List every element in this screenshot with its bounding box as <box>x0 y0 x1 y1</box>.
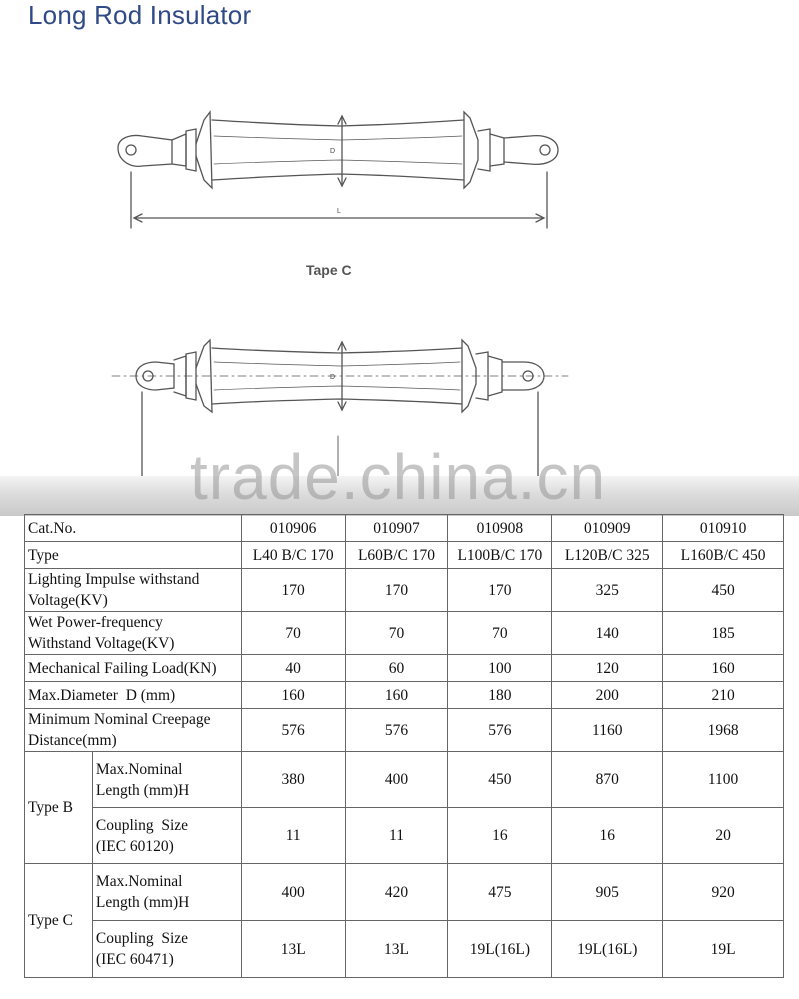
cell-type-b-coupling: 11 <box>345 808 448 864</box>
label-creepage-distance <box>25 709 242 752</box>
cell-lighting-impulse: 170 <box>241 569 345 612</box>
cell-max-diameter: 210 <box>663 682 784 709</box>
cell-type-c-coupling: 19L(16L) <box>552 921 663 978</box>
label-line: Length (mm)H <box>95 781 190 799</box>
cell-mechanical-failing-load: 160 <box>663 655 784 682</box>
label-line: Max.Nominal <box>95 873 183 890</box>
label-line: Coupling Size <box>95 816 189 834</box>
cell-lighting-impulse: 325 <box>552 569 663 612</box>
cell-type-b-length: 450 <box>448 752 552 808</box>
label-line: Distance(mm) <box>28 732 117 749</box>
label-cat-no: Cat.No. <box>25 515 242 542</box>
row-type-b-coupling <box>25 808 784 864</box>
cell-type-c-length: 920 <box>663 864 784 921</box>
cell-cat-no: 010906 <box>241 515 345 542</box>
cell-type-b-length: 1100 <box>663 752 784 808</box>
cell-mechanical-failing-load: 60 <box>345 655 448 682</box>
row-wet-power-frequency <box>25 612 784 655</box>
cell-type-b-length: 380 <box>241 752 345 808</box>
cell-type-c-coupling: 19L(16L) <box>448 921 552 978</box>
label-line: Length (mm)H <box>95 894 190 911</box>
cell-mechanical-failing-load: 120 <box>552 655 663 682</box>
cell-type-c-length: 475 <box>448 864 552 921</box>
cell-creepage-distance: 1968 <box>663 709 784 752</box>
cell-max-diameter: 160 <box>345 682 448 709</box>
cell-lighting-impulse: 170 <box>448 569 552 612</box>
label-nominal-length <box>92 864 241 921</box>
label-coupling-size <box>92 921 241 978</box>
row-max-diameter <box>25 682 784 709</box>
cell-type-b-length: 400 <box>345 752 448 808</box>
cell-cat-no: 010907 <box>345 515 448 542</box>
label-line: Lighting Impulse withstand <box>28 571 200 588</box>
cell-type: L40 B/C 170 <box>241 542 345 569</box>
cell-type-b-coupling: 11 <box>241 808 345 864</box>
cell-type-c-coupling: 13L <box>345 921 448 978</box>
cell-wet-power-frequency: 140 <box>552 612 663 655</box>
page-title: Long Rod Insulator <box>28 0 252 30</box>
label-coupling-size <box>92 808 241 864</box>
row-lighting-impulse <box>25 569 784 612</box>
cell-type: L120B/C 325 <box>552 542 663 569</box>
cell-wet-power-frequency: 70 <box>241 612 345 655</box>
dim-label-d-top: D <box>330 148 336 155</box>
row-type-c-coupling <box>25 921 784 978</box>
row-type-b-length <box>25 752 784 808</box>
group-label-type-b: Type B <box>25 752 93 864</box>
cell-creepage-distance: 576 <box>345 709 448 752</box>
row-type-c-length <box>25 864 784 921</box>
label-line: (IEC 60471) <box>95 951 174 968</box>
cell-cat-no: 010909 <box>552 515 663 542</box>
cell-type-c-coupling: 13L <box>241 921 345 978</box>
cell-type-b-length: 870 <box>552 752 663 808</box>
row-type <box>25 542 784 569</box>
dim-label-l: L <box>337 208 341 215</box>
label-line: Wet Power-frequency <box>28 614 163 631</box>
dim-label-d-bottom: D <box>330 374 336 381</box>
label-line: Withstand Voltage(KV) <box>28 635 175 652</box>
cell-cat-no: 010910 <box>663 515 784 542</box>
label-line: (IEC 60120) <box>95 837 174 855</box>
cell-type-b-coupling: 20 <box>663 808 784 864</box>
cell-type-c-length: 905 <box>552 864 663 921</box>
cell-max-diameter: 180 <box>448 682 552 709</box>
row-creepage-distance <box>25 709 784 752</box>
cell-cat-no: 010908 <box>448 515 552 542</box>
drawing-label: Tape C <box>306 262 352 278</box>
label-wet-power-frequency <box>25 612 242 655</box>
row-cat-no <box>25 515 784 542</box>
cell-type: L60B/C 170 <box>345 542 448 569</box>
cell-creepage-distance: 1160 <box>552 709 663 752</box>
label-line: Minimum Nominal Creepage <box>28 711 211 728</box>
cell-mechanical-failing-load: 40 <box>241 655 345 682</box>
cell-creepage-distance: 576 <box>241 709 345 752</box>
cell-type-c-length: 420 <box>345 864 448 921</box>
cell-type: L100B/C 170 <box>448 542 552 569</box>
cell-wet-power-frequency: 70 <box>345 612 448 655</box>
group-label-type-c: Type C <box>25 864 93 978</box>
cell-mechanical-failing-load: 100 <box>448 655 552 682</box>
cell-type-b-coupling: 16 <box>552 808 663 864</box>
cell-type-b-coupling: 16 <box>448 808 552 864</box>
cell-wet-power-frequency: 185 <box>663 612 784 655</box>
label-nominal-length <box>92 752 241 808</box>
insulator-drawings <box>0 0 799 480</box>
cell-max-diameter: 160 <box>241 682 345 709</box>
cell-wet-power-frequency: 70 <box>448 612 552 655</box>
label-max-diameter: Max.Diameter D (mm) <box>25 682 242 709</box>
label-line: Max.Nominal <box>95 760 183 778</box>
cell-lighting-impulse: 450 <box>663 569 784 612</box>
label-lighting-impulse <box>25 569 242 612</box>
cell-type: L160B/C 450 <box>663 542 784 569</box>
label-mechanical-failing-load: Mechanical Failing Load(KN) <box>25 655 242 682</box>
label-type: Type <box>25 542 242 569</box>
cell-type-c-coupling: 19L <box>663 921 784 978</box>
watermark-text: trade.china.cn <box>190 441 607 513</box>
label-line: Voltage(KV) <box>28 592 108 609</box>
spec-table <box>24 514 784 978</box>
row-mechanical-failing-load <box>25 655 784 682</box>
cell-type-c-length: 400 <box>241 864 345 921</box>
cell-max-diameter: 200 <box>552 682 663 709</box>
cell-creepage-distance: 576 <box>448 709 552 752</box>
cell-lighting-impulse: 170 <box>345 569 448 612</box>
label-line: Coupling Size <box>95 930 189 947</box>
